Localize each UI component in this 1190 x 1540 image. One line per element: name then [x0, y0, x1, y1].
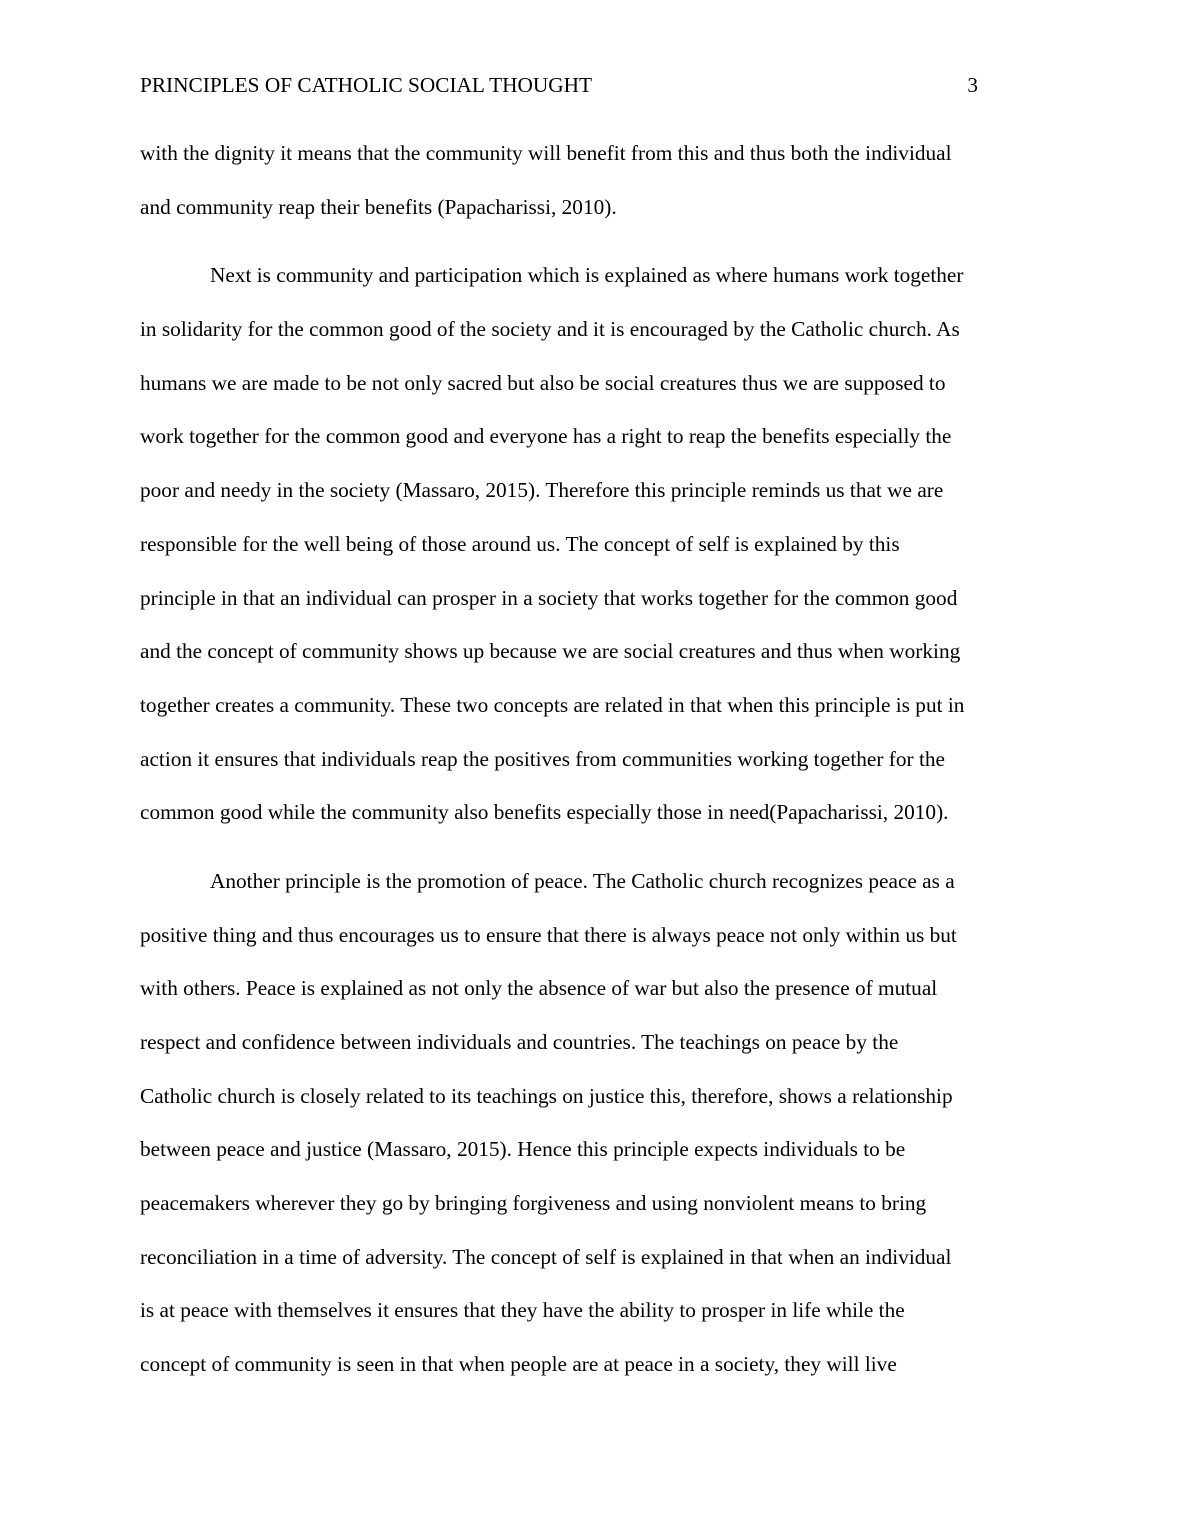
text-line: Next is community and participation which is explained as where humans work together — [210, 263, 964, 288]
page-number: 3 — [967, 73, 978, 97]
paragraph-promotion-of-peace — [140, 855, 1050, 1392]
text-line: with others. Peace is explained as not only the absence of war but also the presence of mutual — [140, 976, 938, 1001]
running-head-title: PRINCIPLES OF CATHOLIC SOCIAL THOUGHT — [140, 73, 592, 97]
text-line: in solidarity for the common good of the society and it is encouraged by the Catholic church. As — [140, 317, 960, 342]
text-line: poor and needy in the society (Massaro, 2015). Therefore this principle reminds us that we are — [140, 478, 944, 503]
text-line: humans we are made to be not only sacred but also be social creatures thus we are supposed to — [140, 370, 946, 395]
text-line: and the concept of community shows up because we are social creatures and thus when working — [140, 639, 961, 664]
text-line: positive thing and thus encourages us to ensure that there is always peace not only within us but — [140, 922, 957, 947]
text-line: respect and confidence between individuals and countries. The teachings on peace by the — [140, 1030, 899, 1054]
paragraph-community-participation — [140, 249, 1050, 840]
text-line: and community reap their benefits (Papacharissi, 2010). — [140, 194, 617, 219]
text-line: action it ensures that individuals reap the positives from communities working together for the — [140, 746, 945, 771]
text-line: responsible for the well being of those around us. The concept of self is explained by this — [140, 531, 900, 556]
paragraph-dignity-continuation — [140, 127, 1050, 234]
body-text — [140, 127, 1050, 1392]
text-line: reconciliation in a time of adversity. The concept of self is explained in that when an individual — [140, 1244, 952, 1269]
text-line: with the dignity it means that the community will benefit from this and thus both the individual — [140, 141, 952, 165]
text-line: concept of community is seen in that when people are at peace in a society, they will live — [140, 1352, 897, 1377]
text-line: work together for the common good and everyone has a right to reap the benefits especially the — [140, 424, 952, 449]
text-line: common good while the community also benefits especially those in need(Papacharissi, 2010). — [140, 800, 949, 825]
text-line: between peace and justice (Massaro, 2015). Hence this principle expects individuals to be — [140, 1137, 906, 1162]
text-line: is at peace with themselves it ensures that they have the ability to prosper in life while the — [140, 1298, 905, 1323]
text-line: Another principle is the promotion of peace. The Catholic church recognizes peace as a — [210, 868, 955, 893]
running-head — [140, 70, 978, 100]
text-line: principle in that an individual can prosper in a society that works together for the common good — [140, 585, 958, 610]
text-line: Catholic church is closely related to its teachings on justice this, therefore, shows a relationship — [140, 1083, 953, 1108]
text-line: together creates a community. These two concepts are related in that when this principle is put in — [140, 692, 965, 717]
text-line: peacemakers wherever they go by bringing forgiveness and using nonviolent means to bring — [140, 1191, 927, 1216]
